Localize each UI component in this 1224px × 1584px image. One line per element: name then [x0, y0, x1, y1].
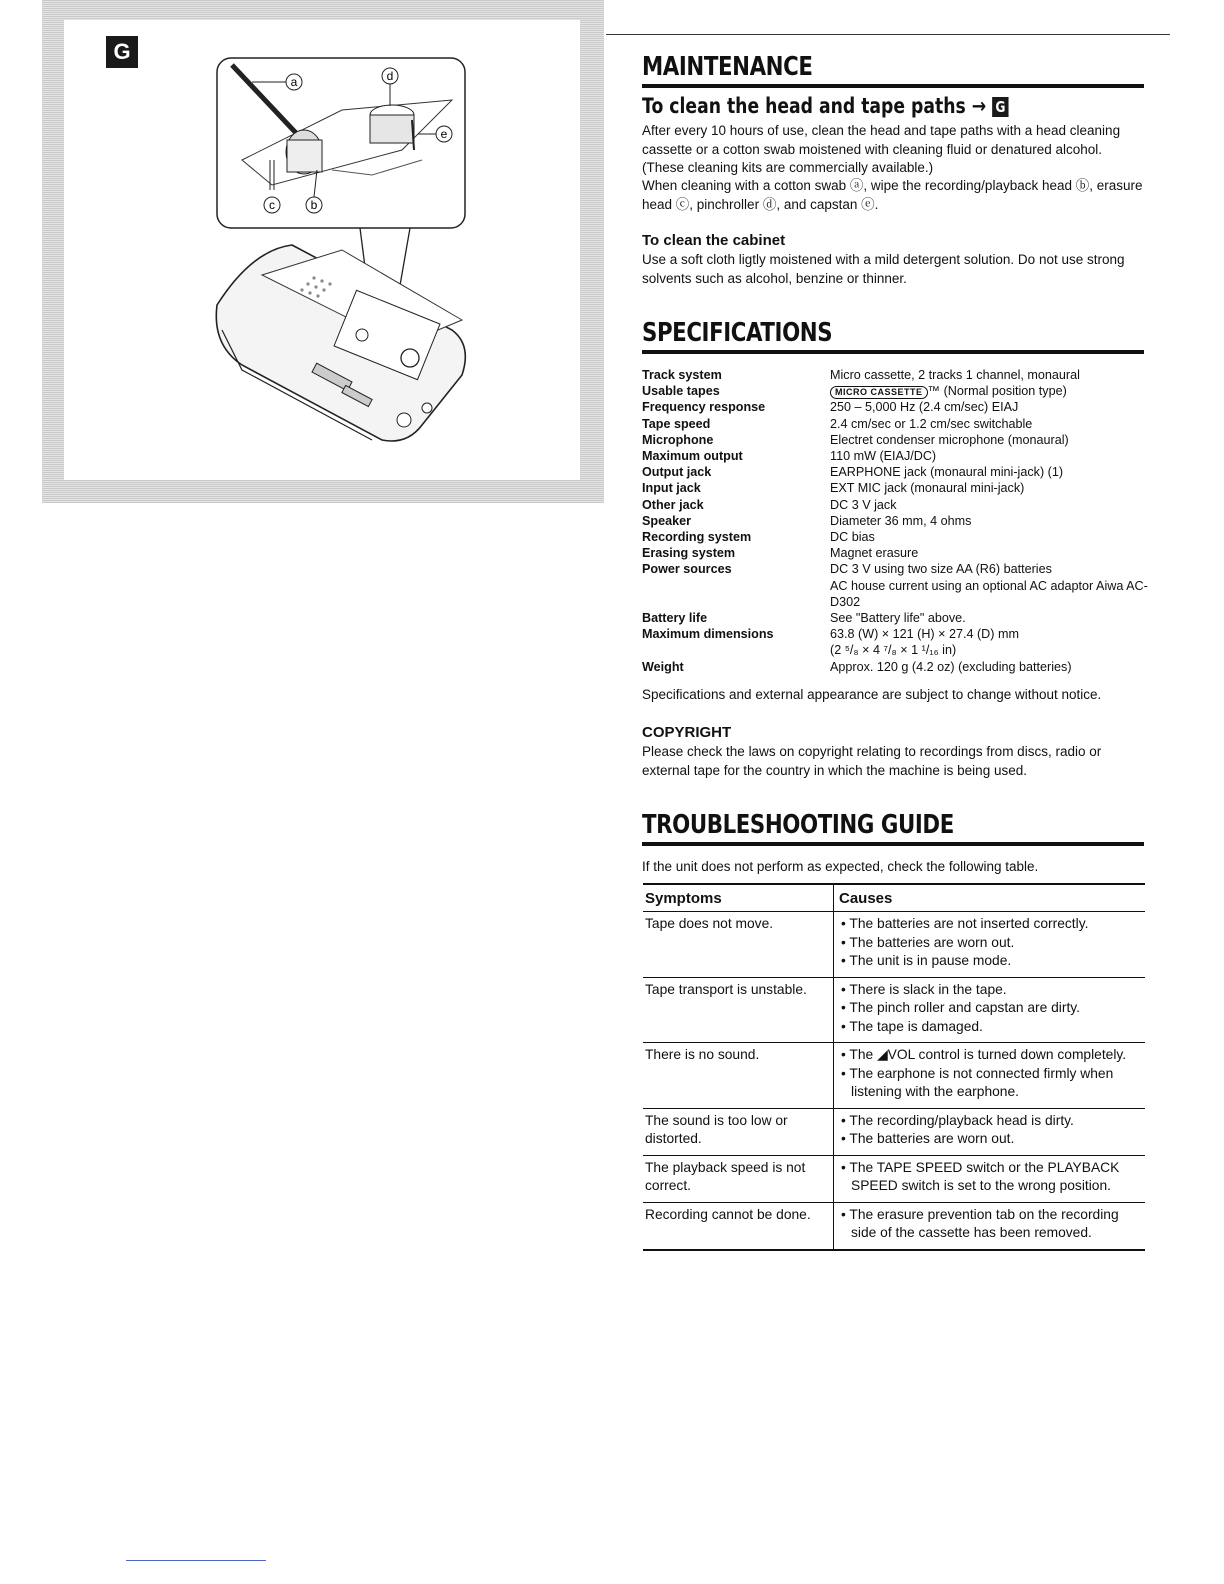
spec-value: Electret condenser microphone (monaural)	[830, 432, 1069, 447]
copyright-title: COPYRIGHT	[642, 724, 732, 741]
trademark-symbol: ™	[927, 384, 941, 399]
callout-e: e	[440, 127, 448, 141]
spec-row	[642, 464, 1148, 480]
table-header-row	[643, 884, 1145, 912]
spec-value: EXT MIC jack (monaural mini-jack)	[830, 481, 1025, 496]
callout-c: c	[269, 198, 275, 212]
spec-key: Frequency response	[642, 400, 766, 415]
spec-value: 2.4 cm/sec or 1.2 cm/sec switchable	[830, 416, 1033, 431]
spec-key	[642, 578, 830, 610]
causes-cell	[834, 1043, 1146, 1109]
spec-value-text: (Normal position type)	[940, 384, 1067, 399]
table-row	[643, 1202, 1145, 1250]
table-row	[643, 1108, 1145, 1155]
head-cleaning-text-2: When cleaning with a cotton swab ⓐ, wipe the recording/playback head ⓑ, erasure head ⓒ, pinchroller ⓓ, and capstan ⓔ.	[642, 178, 1143, 212]
spec-key: Usable tapes	[642, 384, 720, 399]
figure-ref-badge: G	[992, 97, 1008, 117]
cause-item: • The earphone is not connected firmly when listening with the earphone.	[841, 1065, 1114, 1099]
symptoms-header: Symptoms	[643, 884, 834, 912]
spec-value: Micro cassette, 2 tracks 1 channel, monaural	[830, 368, 1080, 382]
callout-b: b	[310, 198, 318, 212]
cause-item: • There is slack in the tape.	[841, 981, 1007, 997]
top-rule	[606, 34, 1170, 35]
spec-key: Microphone	[642, 432, 714, 447]
cause-item: • The ◢VOL control is turned down completely.	[841, 1047, 1127, 1062]
troubleshooting-intro: If the unit does not perform as expected, check the following table.	[642, 859, 1039, 874]
head-cleaning-title	[642, 94, 1009, 118]
copyright-text: Please check the laws on copyright relating to recordings from discs, radio or external tape for the country in which the machine is being used.	[642, 744, 1102, 778]
maintenance-title: MAINTENANCE	[642, 52, 813, 82]
spec-value: AC house current using an optional AC adaptor Aiwa AC-D302	[830, 578, 1148, 609]
micro-cassette-logo: MICRO CASSETTE	[830, 386, 928, 399]
symptom-cell: The playback speed is not correct.	[643, 1155, 834, 1202]
cause-item: • The TAPE SPEED switch or the PLAYBACK SPEED switch is set to the wrong position.	[841, 1159, 1120, 1193]
cause-item: • The batteries are not inserted correctly.	[841, 916, 1089, 931]
spec-row	[642, 529, 1148, 545]
spec-row	[642, 416, 1148, 432]
symptom-cell: Tape transport is unstable.	[643, 977, 834, 1043]
spec-row	[642, 642, 1148, 658]
troubleshooting-title: TROUBLESHOOTING GUIDE	[642, 810, 954, 840]
spec-value: DC 3 V using two size AA (R6) batteries	[830, 562, 1052, 577]
symptom-cell: Recording cannot be done.	[643, 1202, 834, 1250]
causes-cell	[834, 1155, 1146, 1202]
spec-row	[642, 367, 1148, 383]
spec-value: 110 mW (EIAJ/DC)	[830, 449, 937, 464]
table-row	[643, 1043, 1145, 1109]
head-cleaning-title-text: To clean the head and tape paths	[642, 94, 966, 118]
cause-item: • The erasure prevention tab on the recording side of the cassette has been removed.	[841, 1206, 1119, 1240]
spec-value: Magnet erasure	[830, 546, 919, 561]
spec-key: Track system	[642, 368, 722, 382]
spec-row	[642, 545, 1148, 561]
callout-d: d	[386, 69, 394, 83]
spec-row	[642, 432, 1148, 448]
spec-value: DC 3 V jack	[830, 497, 897, 512]
maintenance-rule	[642, 84, 1144, 88]
spec-value: EARPHONE jack (monaural mini-jack) (1)	[830, 465, 1064, 480]
spec-value: DC bias	[830, 530, 875, 545]
spec-row	[642, 383, 1148, 399]
spec-value	[830, 383, 1148, 399]
spec-row	[642, 448, 1148, 464]
specifications-note: Specifications and external appearance are subject to change without notice.	[642, 687, 1102, 702]
causes-cell	[834, 912, 1146, 978]
spec-key: Tape speed	[642, 416, 711, 431]
spec-value: See "Battery life" above.	[830, 611, 966, 626]
spec-key: Weight	[642, 659, 684, 674]
cause-item: • The recording/playback head is dirty.	[841, 1112, 1074, 1128]
spec-row	[642, 610, 1148, 626]
causes-cell	[834, 977, 1146, 1043]
spec-value: (2 ⁵/₈ × 4 ⁷/₈ × 1 ¹/₁₆ in)	[830, 643, 957, 658]
spec-row	[642, 399, 1148, 415]
cause-item: • The unit is in pause mode.	[841, 953, 1012, 968]
spec-key: Speaker	[642, 513, 692, 528]
spec-key: Output jack	[642, 465, 712, 480]
cause-item: • The batteries are worn out.	[841, 934, 1015, 950]
head-cleaning-text-1: After every 10 hours of use, clean the head and tape paths with a head cleaning cassette or a cotton swab moistened with cleaning fluid or denatured alcohol. (These cleaning kits are commercially available.)	[642, 123, 1121, 175]
specifications-rule	[642, 350, 1144, 354]
callout-a: a	[290, 75, 298, 89]
spec-row	[642, 659, 1148, 675]
spec-key: Other jack	[642, 497, 704, 512]
spec-key	[642, 642, 830, 658]
arrow-icon: →	[971, 94, 987, 118]
cause-item: • The tape is damaged.	[841, 1018, 983, 1034]
spec-key: Power sources	[642, 562, 732, 577]
table-row	[643, 977, 1145, 1043]
spec-row	[642, 626, 1148, 642]
symptom-cell: The sound is too low or distorted.	[643, 1108, 834, 1155]
troubleshooting-rule	[642, 842, 1144, 846]
spec-row	[642, 561, 1148, 577]
cabinet-text: Use a soft cloth ligtly moistened with a mild detergent solution. Do not use strong solvents such as alcohol, benzine or thinner.	[642, 252, 1125, 286]
specifications-title: SPECIFICATIONS	[642, 318, 833, 348]
table-row	[643, 912, 1145, 978]
cause-item: • The batteries are worn out.	[841, 1131, 1015, 1146]
causes-cell	[834, 1202, 1146, 1250]
spec-row	[642, 497, 1148, 513]
spec-row	[642, 480, 1148, 496]
cause-item: • The pinch roller and capstan are dirty.	[841, 1000, 1080, 1015]
troubleshooting-table	[643, 883, 1145, 1251]
spec-key: Battery life	[642, 611, 708, 626]
spec-row	[642, 578, 1148, 610]
symptom-cell: There is no sound.	[643, 1043, 834, 1109]
causes-cell	[834, 1108, 1146, 1155]
spec-key: Recording system	[642, 530, 752, 545]
spec-key: Erasing system	[642, 546, 736, 561]
specifications-table	[642, 367, 1148, 675]
causes-header: Causes	[834, 884, 1146, 912]
spec-key: Maximum dimensions	[642, 627, 774, 642]
spec-key: Maximum output	[642, 449, 743, 464]
spec-value: Approx. 120 g (4.2 oz) (excluding batteries)	[830, 659, 1072, 674]
footer-underline	[126, 1560, 266, 1561]
spec-value: 63.8 (W) × 121 (H) × 27.4 (D) mm	[830, 627, 1019, 642]
figure-label: G	[106, 36, 138, 68]
spec-value: Diameter 36 mm, 4 ohms	[830, 513, 972, 528]
spec-value: 250 – 5,000 Hz (2.4 cm/sec) EIAJ	[830, 400, 1019, 415]
cabinet-title: To clean the cabinet	[642, 232, 786, 249]
symptom-cell: Tape does not move.	[643, 912, 834, 978]
spec-key: Input jack	[642, 481, 701, 496]
cassette-recorder-illustration	[42, 0, 604, 503]
table-row	[643, 1155, 1145, 1202]
spec-row	[642, 513, 1148, 529]
